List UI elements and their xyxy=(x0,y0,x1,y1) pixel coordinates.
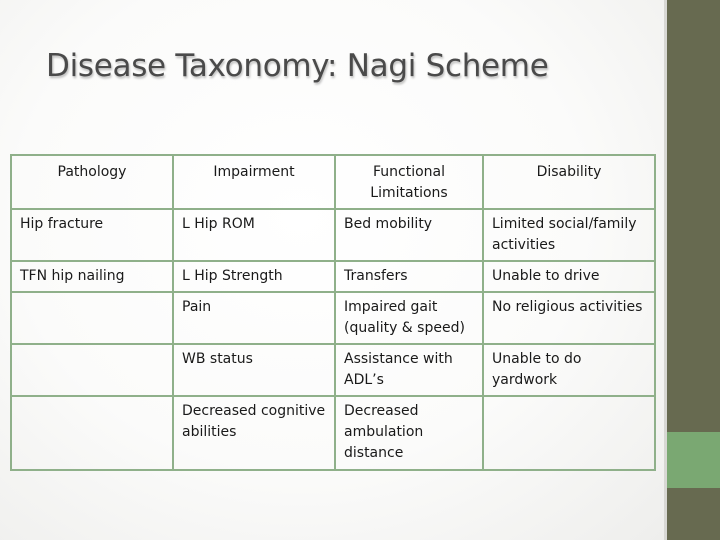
cell-functional-limitation: Bed mobility xyxy=(335,209,483,261)
sidebar-decoration-bottom xyxy=(667,488,720,540)
cell-pathology xyxy=(11,396,173,470)
cell-functional-limitation: Transfers xyxy=(335,261,483,292)
cell-disability: Unable to drive xyxy=(483,261,655,292)
cell-impairment: Decreased cognitive abilities xyxy=(173,396,335,470)
sidebar-decoration-accent xyxy=(667,432,720,488)
table-row xyxy=(11,209,655,261)
table-header-row xyxy=(11,155,655,209)
header-disability: Disability xyxy=(483,155,655,209)
cell-impairment: Pain xyxy=(173,292,335,344)
cell-impairment: WB status xyxy=(173,344,335,396)
cell-impairment: L Hip ROM xyxy=(173,209,335,261)
cell-functional-limitation: Impaired gait (quality & speed) xyxy=(335,292,483,344)
cell-disability: Unable to do yardwork xyxy=(483,344,655,396)
cell-impairment: L Hip Strength xyxy=(173,261,335,292)
nagi-table xyxy=(10,154,656,471)
header-impairment: Impairment xyxy=(173,155,335,209)
table-row xyxy=(11,396,655,470)
cell-pathology xyxy=(11,344,173,396)
table-row xyxy=(11,292,655,344)
cell-functional-limitation: Assistance with ADL’s xyxy=(335,344,483,396)
table-row xyxy=(11,344,655,396)
header-pathology: Pathology xyxy=(11,155,173,209)
cell-functional-limitation: Decreased ambulation distance xyxy=(335,396,483,470)
sidebar-decoration-top xyxy=(667,0,720,432)
cell-pathology: Hip fracture xyxy=(11,209,173,261)
header-functional-limitations: Functional Limitations xyxy=(335,155,483,209)
cell-pathology: TFN hip nailing xyxy=(11,261,173,292)
cell-disability: No religious activities xyxy=(483,292,655,344)
slide-title: Disease Taxonomy: Nagi Scheme xyxy=(46,48,549,84)
cell-pathology xyxy=(11,292,173,344)
cell-disability: Limited social/family activities xyxy=(483,209,655,261)
cell-disability xyxy=(483,396,655,470)
table-row xyxy=(11,261,655,292)
